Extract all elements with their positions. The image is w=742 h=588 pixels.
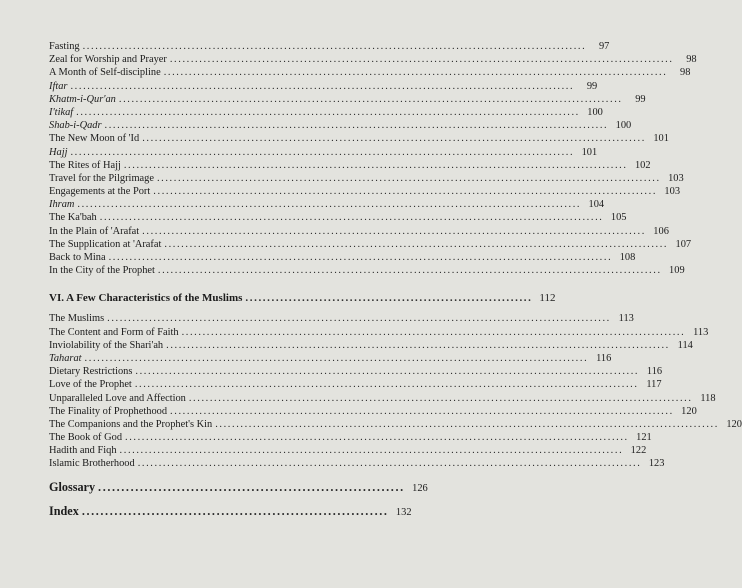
entry-title: Zeal for Worship and Prayer [49, 54, 167, 66]
dot-leader: ........................................................................................................................ [84, 352, 589, 364]
page-number: 123 [648, 458, 665, 470]
toc-entry[interactable] [49, 365, 663, 378]
page-number: 121 [636, 432, 652, 444]
glossary-title: Glossary [49, 479, 96, 494]
entry-title: The Finality of Prophethood [49, 405, 168, 417]
page-number: 100 [615, 120, 632, 132]
page-number: 109 [669, 265, 685, 277]
dot-leader: ........................................................................................................................ [125, 432, 629, 444]
toc-entry[interactable] [49, 326, 709, 339]
toc-entry[interactable] [49, 159, 651, 172]
page-number: 99 [586, 80, 598, 92]
entry-title: Khatm-i-Qur'an [49, 93, 116, 105]
dot-leader: ........................................................................................................................ [123, 159, 628, 171]
page-number: 98 [686, 54, 697, 66]
toc-entry[interactable] [49, 444, 647, 457]
entry-title: Back to Mina [49, 252, 106, 263]
entry-title: Iftar [49, 80, 68, 92]
entry-title: Fasting [49, 41, 80, 52]
toc-entry[interactable] [49, 53, 697, 66]
dot-leader: ........................................................................................................................ [142, 225, 646, 237]
dot-leader: ........................................................................................................................ [99, 212, 604, 224]
dot-leader: ........................................................................................................................ [82, 41, 587, 52]
toc-entry[interactable] [49, 66, 691, 79]
toc-entry[interactable] [49, 132, 669, 145]
dot-leader: ........................................................................................................................ [181, 326, 686, 338]
index-title: Index [49, 503, 79, 518]
entry-title: The Companions and the Prophet's Kin [49, 418, 213, 430]
section-title: VI. A Few Characteristics of the Muslims [49, 292, 243, 305]
toc-entry[interactable] [49, 264, 685, 277]
entry-title: The Ka'bah [49, 212, 97, 224]
entry-title: The Rites of Hajj [49, 159, 121, 171]
dot-leader: ........................................................................................................................ [215, 418, 719, 430]
page-number: 106 [653, 225, 669, 237]
spacer [49, 495, 371, 503]
toc-entry[interactable] [49, 339, 693, 352]
entry-title: Islamic Brotherhood [49, 458, 135, 470]
entry-title: Hajj [49, 146, 68, 158]
toc-entry[interactable] [49, 172, 684, 185]
entry-title: Dietary Restrictions [49, 366, 133, 378]
toc-entry[interactable] [49, 312, 634, 325]
toc-entry[interactable] [49, 198, 605, 211]
page-number: 126 [412, 482, 428, 494]
page-number: 108 [619, 252, 636, 263]
entry-title: The Book of God [49, 432, 123, 444]
page-number: 120 [681, 405, 697, 417]
page-number: 114 [677, 339, 693, 351]
entry-title: The Muslims [49, 313, 105, 325]
toc-entry[interactable] [49, 405, 697, 418]
dot-leader: ........................................................................................................................ [118, 93, 623, 105]
spacer [49, 471, 371, 479]
dot-leader: ........................................................................................................................ [169, 54, 674, 66]
dot-leader: ........................................................................................................................ [137, 458, 642, 470]
page-number: 116 [596, 352, 612, 364]
entry-title: Taharat [49, 352, 82, 364]
dot-leader: ........................................................................................................................ [135, 366, 640, 378]
dot-leader: ........................................................................................................................ [163, 67, 668, 79]
page-number: 122 [630, 445, 647, 457]
toc-section-vi[interactable] [49, 291, 556, 306]
page-number: 102 [634, 159, 651, 171]
page-number: 132 [395, 506, 412, 518]
toc-list-characteristics [49, 312, 742, 470]
toc-index[interactable] [49, 503, 412, 519]
dot-leader: ........................................................................................................................ [164, 238, 669, 250]
toc-entry[interactable] [49, 185, 681, 198]
toc-entry[interactable] [49, 40, 610, 53]
toc-entry[interactable] [49, 93, 646, 106]
page-number: 113 [618, 313, 634, 325]
toc-entry[interactable] [49, 80, 598, 93]
toc-entry[interactable] [49, 119, 632, 132]
entry-title: Travel for the Pilgrimage [49, 172, 154, 184]
toc-entry[interactable] [49, 251, 636, 264]
toc-entry[interactable] [49, 146, 598, 159]
toc-entry[interactable] [49, 418, 742, 431]
toc-entry[interactable] [49, 225, 669, 238]
dot-leader: ........................................................................................................................ [157, 265, 662, 277]
entry-title: Inviolability of the Shari'ah [49, 339, 164, 351]
entry-title: The New Moon of 'Id [49, 133, 140, 145]
entry-title: Shab-i-Qadr [49, 120, 102, 132]
dot-leader: ........................................................................................................................ [142, 133, 646, 145]
entry-title: Hadith and Fiqh [49, 445, 117, 457]
page-number: 100 [587, 106, 603, 118]
entry-title: Engagements at the Port [49, 186, 151, 198]
entry-title: The Content and Form of Faith [49, 326, 179, 338]
toc-glossary[interactable] [49, 479, 428, 495]
page-number: 117 [646, 379, 662, 391]
page-number: 113 [693, 326, 709, 338]
dot-leader: ........................................................................................................................ [107, 313, 611, 325]
page-number: 104 [588, 199, 605, 211]
dot-leader: ........................................................................................................................ [119, 445, 624, 457]
page-number: 98 [680, 67, 691, 79]
page-number: 103 [668, 172, 684, 184]
dot-leader: ........................................................................................................................ [70, 80, 575, 92]
entry-title: Unparalleled Love and Affection [49, 392, 186, 404]
toc-entry[interactable] [49, 238, 692, 251]
dot-leader: ........................................................................................................................ [153, 186, 658, 198]
page-number: 105 [610, 212, 627, 224]
page-number: 120 [726, 418, 742, 430]
entry-title: The Supplication at 'Arafat [49, 238, 162, 250]
dot-leader: ........................................................................................................................ [104, 120, 609, 132]
dot-leader: ........................................................................................................................ [156, 172, 661, 184]
entry-title: Ihram [49, 199, 75, 211]
dot-leader: .................................................................. [245, 292, 533, 305]
page-number: 116 [646, 366, 663, 378]
toc-entry[interactable] [49, 431, 652, 444]
page-number: 118 [700, 392, 716, 404]
toc-entry[interactable] [49, 392, 716, 405]
page-number: 99 [635, 93, 646, 105]
toc-entry[interactable] [49, 106, 603, 119]
dot-leader: .................................................................. [98, 479, 405, 494]
dot-leader: ........................................................................................................................ [76, 106, 580, 118]
dot-leader: ........................................................................................................................ [108, 252, 613, 263]
entry-title: In the City of the Prophet [49, 265, 155, 277]
toc-entry[interactable] [49, 378, 662, 391]
entry-title: Love of the Prophet [49, 379, 132, 391]
dot-leader: ........................................................................................................................ [166, 339, 670, 351]
entry-title: In the Plain of 'Arafat [49, 225, 140, 237]
toc-list-worship [49, 40, 697, 277]
toc-entry[interactable] [49, 211, 627, 224]
dot-leader: ........................................................................................................................ [188, 392, 693, 404]
dot-leader: ........................................................................................................................ [70, 146, 575, 158]
dot-leader: ........................................................................................................................ [170, 405, 674, 417]
toc-entry[interactable] [49, 457, 665, 470]
entry-title: A Month of Self-discipline [49, 67, 161, 79]
dot-leader: ........................................................................................................................ [134, 379, 639, 391]
entry-title: I'tikaf [49, 106, 74, 118]
dot-leader: ........................................................................................................................ [77, 199, 582, 211]
dot-leader: .................................................................. [81, 503, 389, 518]
page-number: 101 [653, 133, 669, 145]
toc-entry[interactable] [49, 352, 612, 365]
spacer [49, 277, 371, 291]
page-number: 97 [598, 41, 610, 52]
page-number: 101 [581, 146, 598, 158]
table-of-contents [49, 40, 742, 519]
page-number: 112 [539, 292, 556, 305]
page-number: 107 [675, 238, 692, 250]
page-number: 103 [664, 186, 681, 198]
